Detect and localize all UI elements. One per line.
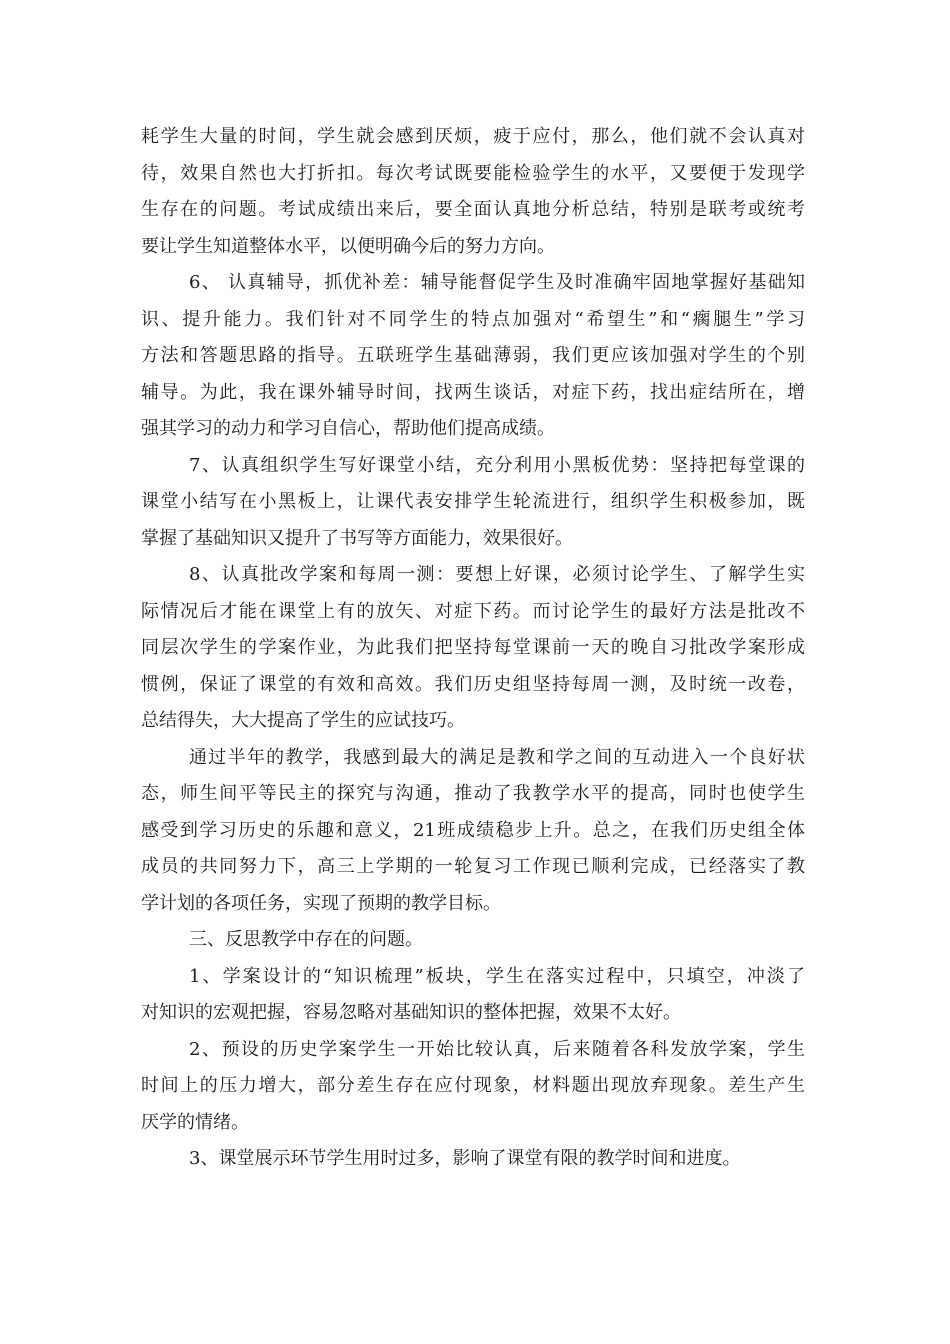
text-line: 感受到学习历史的乐趣和意义，21班成绩稳步上升。总之，在我们历史组全体	[141, 819, 805, 841]
text-line: 强其学习的动力和学习自信心，帮助他们提高成绩。	[141, 418, 555, 439]
text-line: 课堂小结写在小黑板上，让课代表安排学生轮流进行，组织学生积极参加，既	[141, 491, 805, 512]
text-line: 掌握了基础知识又提升了书写等方面能力，效果很好。	[141, 527, 573, 549]
document-body	[141, 119, 805, 1178]
text-line: 际情况后才能在课堂上有的放矢、对症下药。而讨论学生的最好方法是批改不	[141, 600, 805, 622]
text-line: 厌学的情绪。	[141, 1111, 249, 1133]
text-line: 辅导。为此，我在课外辅导时间，找两生谈话，对症下药，找出症结所在，增	[141, 381, 805, 403]
text-line: 通过半年的教学，我感到最大的满足是教和学之间的互动进入一个良好状	[189, 746, 805, 768]
text-line: 要让学生知道整体水平，以便明确今后的努力方向。	[141, 235, 555, 257]
text-line: 2、预设的历史学案学生一开始比较认真，后来随着各科发放学案，学生	[189, 1038, 805, 1060]
text-line: 3、课堂展示环节学生用时过多，影响了课堂有限的教学时间和进度。	[189, 1148, 741, 1169]
text-line: 惯例，保证了课堂的有效和高效。我们历史组坚持每周一测，及时统一改卷，	[141, 673, 805, 695]
text-line: 对知识的宏观把握，容易忽略对基础知识的整体把握，效果不太好。	[141, 1002, 681, 1023]
text-line: 时间上的压力增大，部分差生存在应付现象，材料题出现放弃现象。差生产生	[141, 1075, 805, 1096]
text-line: 识、提升能力。我们针对不同学生的特点加强对“希望生”和“瘸腿生”学习	[141, 308, 805, 330]
text-line: 方法和答题思路的指导。五联班学生基础薄弱，我们更应该加强对学生的个别	[141, 345, 805, 366]
text-line: 待，效果自然也大打折扣。每次考试既要能检验学生的水平，又要便于发现学	[141, 162, 805, 184]
text-line: 耗学生大量的时间，学生就会感到厌烦，疲于应付，那么，他们就不会认真对	[141, 126, 805, 147]
text-line: 成员的共同努力下，高三上学期的一轮复习工作现已顺利完成，已经落实了教	[141, 856, 805, 877]
text-line: 6、 认真辅导，抓优补差：辅导能督促学生及时准确牢固地掌握好基础知	[189, 272, 805, 293]
text-line: 7、认真组织学生写好课堂小结，充分利用小黑板优势：坚持把每堂课的	[189, 454, 805, 476]
text-line: 生存在的问题。考试成绩出来后，要全面认真地分析总结，特别是联考或统考	[141, 199, 805, 220]
text-line: 1、学案设计的“知识梳理”板块，学生在落实过程中，只填空，冲淡了	[189, 965, 805, 987]
text-line: 态，师生间平等民主的探究与沟通，推动了我教学水平的提高，同时也使学生	[141, 783, 805, 804]
text-line: 同层次学生的学案作业，为此我们把坚持每堂课前一天的晚自习批改学案形成	[141, 637, 805, 658]
text-line: 8、认真批改学案和每周一测：要想上好课，必须讨论学生、了解学生实	[189, 564, 805, 585]
text-line: 三、反思教学中存在的问题。	[189, 929, 423, 950]
text-line: 学计划的各项任务，实现了预期的教学目标。	[141, 892, 501, 914]
text-line: 总结得失，大大提高了学生的应试技巧。	[141, 710, 465, 731]
